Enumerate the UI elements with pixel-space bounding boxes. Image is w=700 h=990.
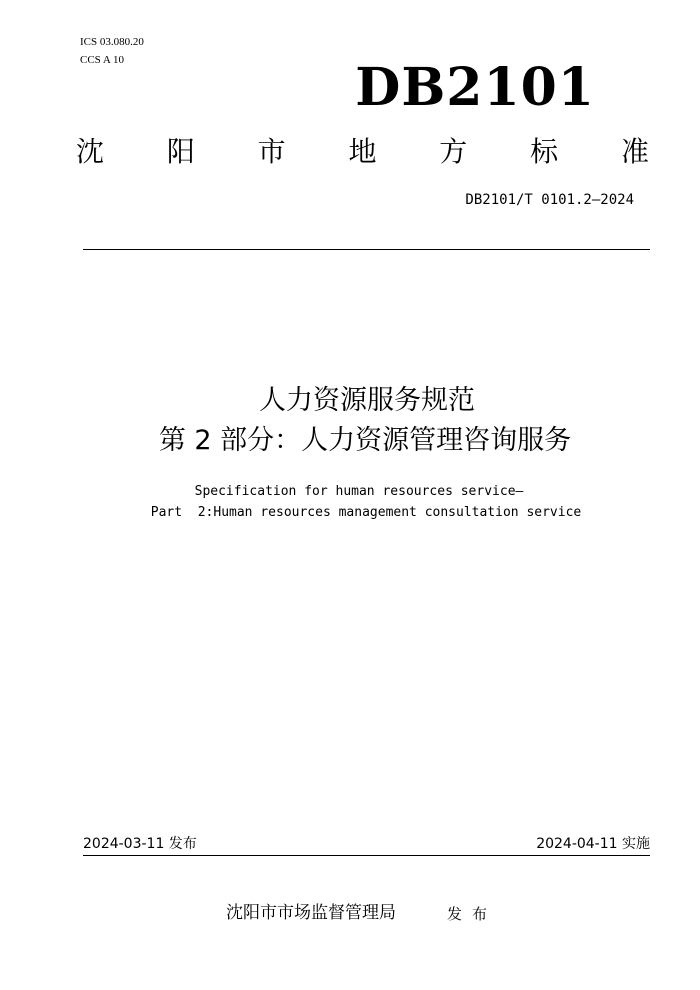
standard-type-char: 市 — [257, 135, 286, 168]
issue-date: 2024-03-11 发布 — [83, 836, 197, 852]
title-cn-part: 第 2 部分：人力资源管理咨询服务 — [158, 425, 572, 456]
title-en-part: Part 2:Human resources management consultation service — [150, 505, 582, 520]
issuing-action: 发布 — [447, 905, 498, 923]
implementation-date: 2024-04-11 实施 — [536, 836, 650, 852]
standard-type-char: 方 — [439, 135, 468, 168]
standard-type-heading — [70, 133, 655, 171]
standard-number: DB2101/T 0101.2—2024 — [465, 192, 634, 208]
ccs-code: CCS A 10 — [80, 54, 125, 66]
header-divider — [83, 249, 650, 250]
standard-type-char: 准 — [620, 135, 649, 168]
title-cn-main: 人力资源服务规范 — [259, 385, 475, 416]
standard-type-char: 阳 — [166, 135, 195, 168]
standard-type-char: 地 — [348, 135, 377, 168]
standard-type-char: 沈 — [75, 135, 104, 168]
title-en-main: Specification for human resources service— — [194, 484, 524, 499]
footer-divider — [83, 855, 650, 856]
issuing-authority: 沈阳市市场监督管理局 — [226, 903, 396, 923]
standard-type-char: 标 — [530, 135, 559, 168]
ics-code: ICS 03.080.20 — [80, 36, 144, 48]
standard-logo: DB2101 — [355, 57, 595, 118]
